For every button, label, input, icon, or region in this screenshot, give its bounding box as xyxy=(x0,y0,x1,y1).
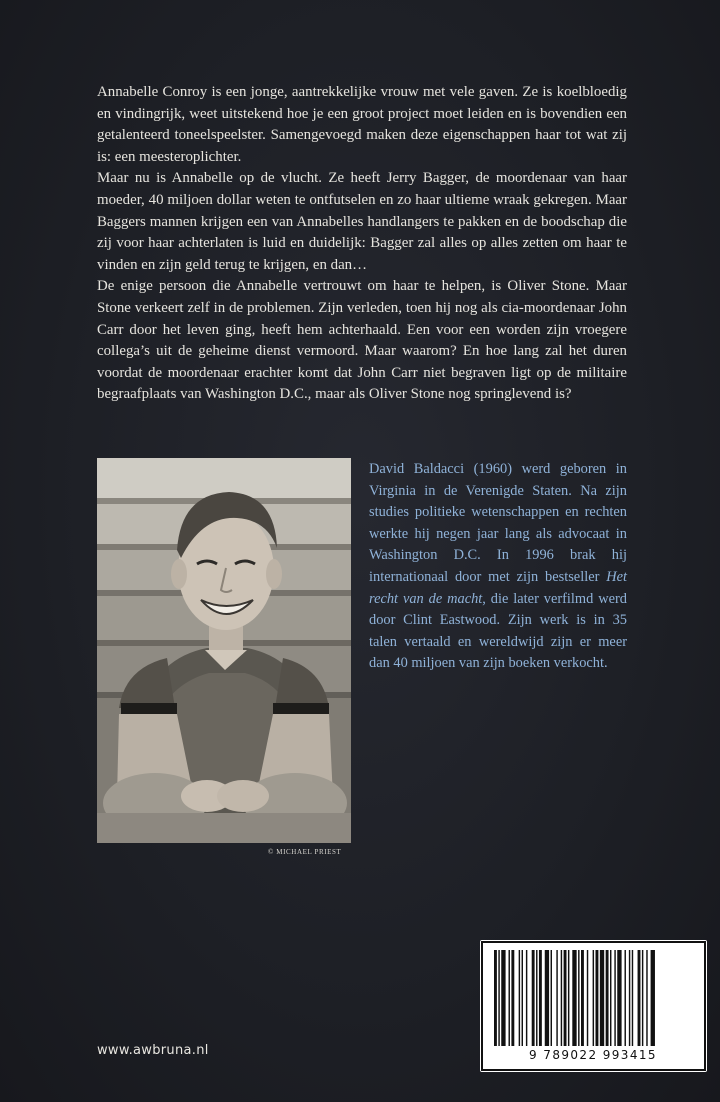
barcode-bar xyxy=(519,950,520,1046)
barcode-bar xyxy=(638,950,641,1046)
author-bio-text xyxy=(369,459,627,675)
barcode-bar xyxy=(600,950,604,1046)
barcode-bar xyxy=(539,950,542,1046)
barcode-bar xyxy=(629,950,630,1046)
barcode-bar xyxy=(545,950,549,1046)
barcode-bar xyxy=(561,950,562,1046)
barcode-bar xyxy=(610,950,611,1046)
author-photo xyxy=(97,458,351,843)
barcode-bar xyxy=(511,950,514,1046)
blurb-text xyxy=(97,82,627,406)
bio-text-start: David Baldacci (1960) werd geboren in Virginia in de Verenigde Staten. Na zijn studies politieke wetenschappen en rechten werkte hij negen jaar lang als advocaat in Washington D.C. In 1996 brak hij internationaal door met zijn bestseller xyxy=(369,461,627,585)
barcode-bar xyxy=(522,950,523,1046)
barcode-bar xyxy=(632,950,633,1046)
barcode-bar xyxy=(572,950,576,1046)
barcode-bar xyxy=(593,950,594,1046)
barcode-bar xyxy=(509,950,510,1046)
photo-credit: © MICHAEL PRIEST xyxy=(268,848,342,856)
barcode-bar xyxy=(642,950,643,1046)
barcode-bar xyxy=(617,950,621,1046)
barcode-bar xyxy=(564,950,567,1046)
barcode-bar xyxy=(651,950,655,1046)
barcode-bar xyxy=(556,950,557,1046)
isbn-digits: 9 789022 993415 xyxy=(529,1048,657,1062)
barcode-bar xyxy=(536,950,537,1046)
blurb-paragraph-3: De enige persoon die Annabelle vertrouwt om haar te helpen, is Oliver Stone. Maar Stone verkeert zelf in de problemen. Zijn verleden, toen hij nog als cia-moordenaar John Carr door het leven ging, heeft hem achterhaald. Een voor een worden zijn vroegere collega’s uit de geheime dienst vermoord. Maar waarom? En hoe lang zal het duren voordat de moordenaar erachter komt dat John Carr niet begraven ligt op de militaire begraafplaats van Washington D.C., maar als Oliver Stone nog springlevend is? xyxy=(97,278,627,403)
barcode-bar xyxy=(526,950,527,1046)
author-bio xyxy=(369,459,627,675)
barcode-bar xyxy=(568,950,569,1046)
barcode-bar xyxy=(532,950,535,1046)
publisher-website[interactable]: www.awbruna.nl xyxy=(97,1043,209,1058)
book-title: Het recht van de macht xyxy=(369,568,627,607)
blurb-paragraph-1: Annabelle Conroy is een jonge, aantrekkelijke vrouw met vele gaven. Ze is koelbloedig en vindingrijk, weet uitstekend hoe je een groot project moet leiden en is bovendien een getalenteerd toneelspeelster. Samengevoegd maken deze eigenschappen haar tot wat zij is: een meesteroplichter. xyxy=(97,84,627,165)
bio-text-end: , die later verfilmd werd door Clint Eastwood. Zijn werk is in 35 talen vertaald en wereldwijd zijn er meer dan 40 miljoen van zijn boeken verkocht. xyxy=(369,590,627,672)
barcode-bar xyxy=(587,950,588,1046)
barcode-bar xyxy=(596,950,599,1046)
barcode-bar xyxy=(625,950,626,1046)
barcode-bar xyxy=(498,950,499,1046)
barcode-bar xyxy=(551,950,552,1046)
blurb-paragraph-2: Maar nu is Annabelle op de vlucht. Ze heeft Jerry Bagger, de moordenaar van haar moeder, 40 miljoen dollar weten te ontfutselen en zo haar ultieme wraak gekregen. Maar Baggers mannen krijgen een van Annabelles handlangers te pakken en de boodschap die zij voor haar achterlaten is luid en duidelijk: Bagger zal alles op alles zetten om haar te vinden en zijn geld terug te krijgen, en dan… xyxy=(97,170,627,273)
barcode-bar xyxy=(606,950,609,1046)
barcode-bar xyxy=(578,950,579,1046)
barcode-bar xyxy=(501,950,505,1046)
barcode-bar xyxy=(494,950,497,1046)
barcode-bar xyxy=(646,950,647,1046)
barcode-bar xyxy=(581,950,584,1046)
barcode-bar xyxy=(614,950,615,1046)
